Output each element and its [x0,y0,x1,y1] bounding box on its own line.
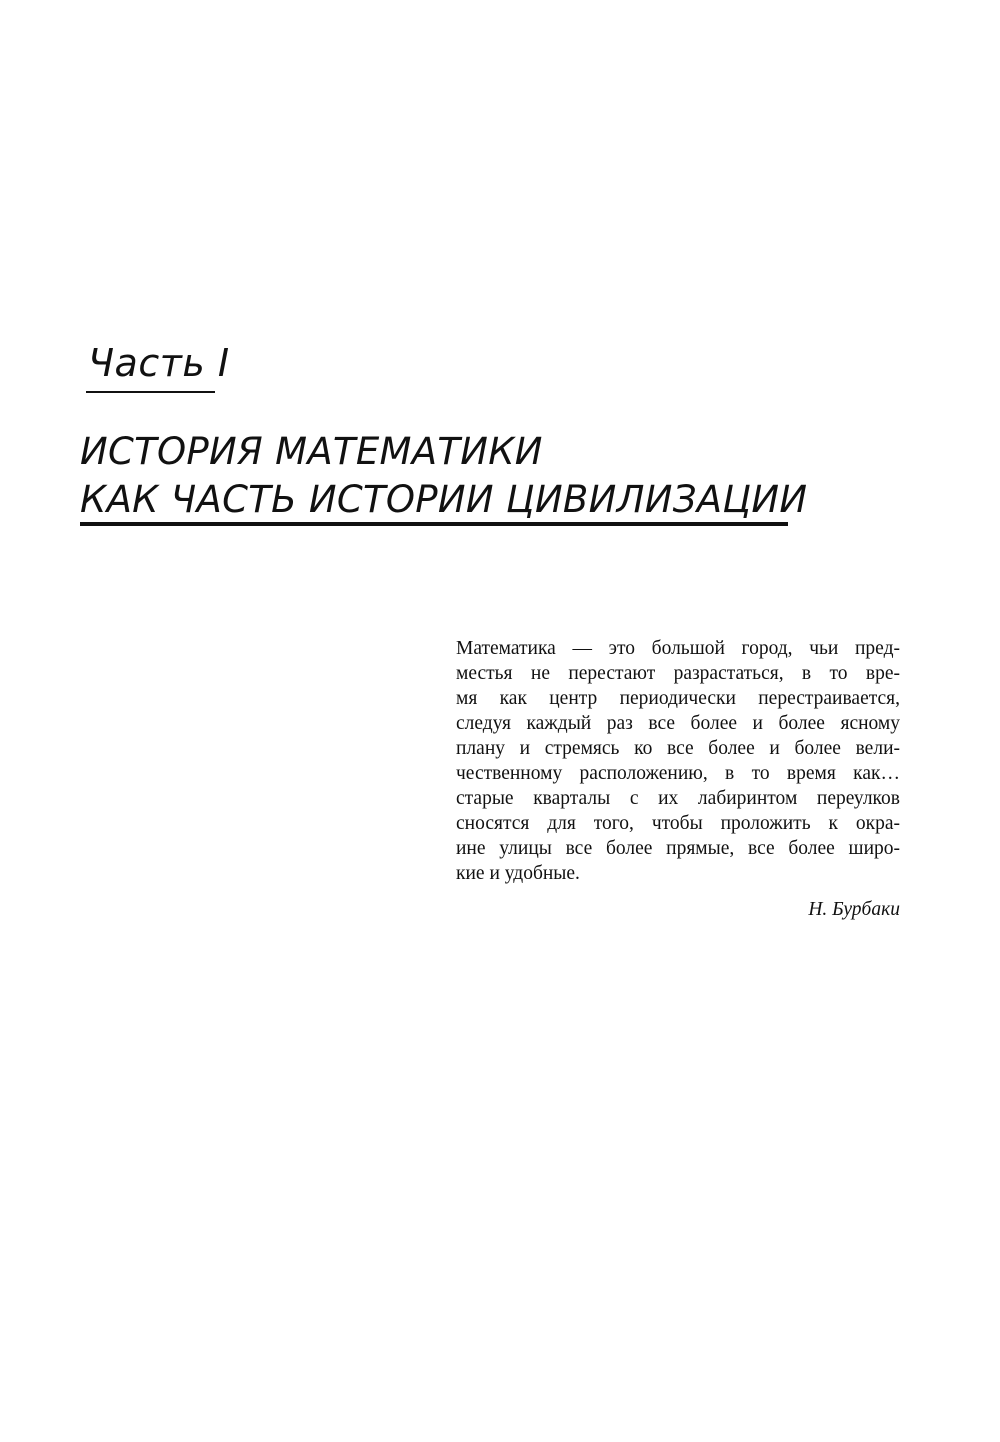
title-underline [80,522,788,526]
epigraph-line: чественному расположению, в то время как… [456,763,900,784]
part-title-line: КАК ЧАСТЬ ИСТОРИИ ЦИВИЛИЗАЦИИ [80,478,808,521]
epigraph [456,636,900,886]
epigraph-line: старые кварталы с их лабиринтом переулков [456,788,900,809]
epigraph-line: ине улицы все более прямые, все более широ- [456,838,900,859]
part-title-line: ИСТОРИЯ МАТЕМАТИКИ [80,430,543,473]
epigraph-line: Математика — это большой город, чьи пред- [456,638,900,659]
epigraph-line: следуя каждый раз все более и более ясному [456,713,900,734]
epigraph-author: Н. Бурбаки [808,899,900,920]
epigraph-line: плану и стремясь ко все более и более вели- [456,738,900,759]
part-label: Часть I [88,341,230,385]
part-underline [86,391,215,393]
epigraph-line: местья не перестают разрастаться, в то вре- [456,663,900,684]
epigraph-line: кие и удобные. [456,863,580,884]
epigraph-line: сносятся для того, чтобы проложить к окра- [456,813,900,834]
part-title [80,428,880,524]
epigraph-line: мя как центр периодически перестраивается, [456,688,900,709]
